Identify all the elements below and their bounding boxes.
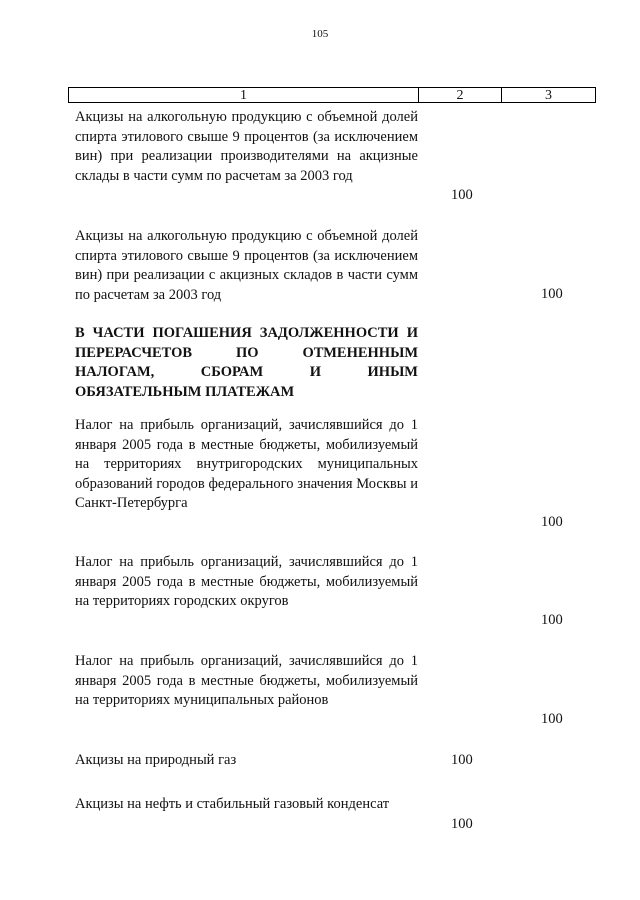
row-value-col3: 100: [541, 612, 563, 628]
row-value-col2: 100: [451, 187, 473, 203]
row-value-col3: 100: [541, 711, 563, 727]
row-description: Налог на прибыль организаций, зачислявшийся до 1 января 2005 года в местные бюджеты, мобилизуемый на территориях городских округов: [75, 554, 418, 609]
row-description: Налог на прибыль организаций, зачислявшийся до 1 января 2005 года в местные бюджеты, мобилизуемый на территориях внутригородских муниципальных образований городов федерального значения Москвы и Санкт-Петербурга: [75, 417, 418, 511]
row-value-col2: 100: [451, 752, 473, 768]
row-value-col3: 100: [541, 514, 563, 530]
row-value-col2: 100: [451, 816, 473, 832]
row-description: Акцизы на алкогольную продукцию с объемной долей спирта этилового свыше 9 процентов (за исключением вин) при реализации производителями на акцизные склады в части сумм по расчетам за 2003 год: [75, 109, 418, 184]
header-col-3: 3: [545, 88, 552, 103]
header-col-2: 2: [419, 88, 502, 102]
row-description: Налог на прибыль организаций, зачислявшийся до 1 января 2005 года в местные бюджеты, мобилизуемый на территориях муниципальных районов: [75, 653, 418, 708]
table-header-row: [68, 87, 596, 103]
row-description: Акцизы на нефть и стабильный газовый конденсат: [75, 796, 390, 812]
header-col-1: 1: [69, 88, 419, 102]
row-description: Акцизы на алкогольную продукцию с объемной долей спирта этилового свыше 9 процентов (за исключением вин) при реализации с акцизных складов в части сумм по расчетам за 2003 год: [75, 228, 418, 303]
row-value-col3: 100: [541, 286, 563, 302]
page-number: 105: [311, 28, 329, 40]
row-description: Акцизы на природный газ: [75, 752, 237, 768]
section-heading: В ЧАСТИ ПОГАШЕНИЯ ЗАДОЛЖЕННОСТИ И ПЕРЕРАСЧЕТОВ ПО ОТМЕНЕННЫМ НАЛОГАМ, СБОРАМ И ИНЫМ ОБЯЗАТЕЛЬНЫМ ПЛАТЕЖАМ: [75, 325, 418, 400]
